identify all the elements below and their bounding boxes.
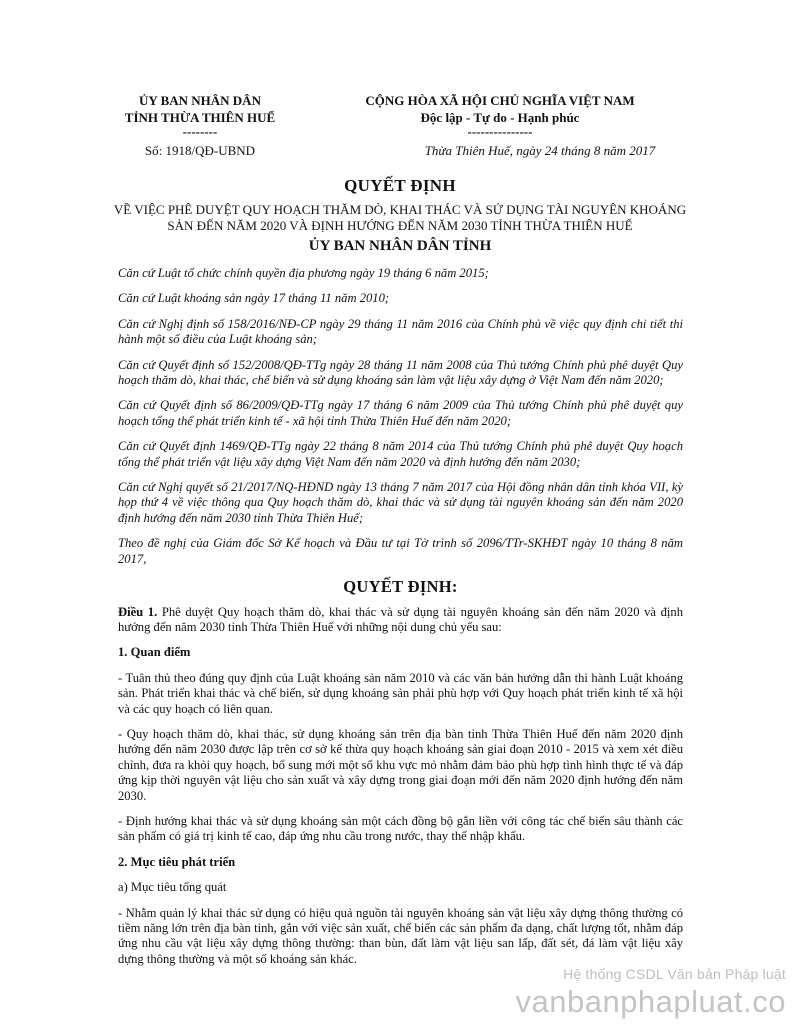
legal-basis-item: Căn cứ Nghị quyết số 21/2017/NQ-HĐND ngày 13 tháng 7 năm 2017 của Hội đồng nhân dân tỉnh khóa VII, kỳ họp thứ 4 về việc thông qua Quy hoạch thăm dò, khai thác và sử dụng tài nguyên khoáng sản đến năm 2020 định hướng đến năm 2030 tỉnh Thừa Thiên Huế; — [118, 480, 683, 525]
issuer-line2: TỈNH THỪA THIÊN HUẾ — [124, 110, 276, 125]
legal-basis-item: Căn cứ Quyết định số 86/2009/QĐ-TTg ngày 17 tháng 6 năm 2009 của Thủ tướng Chính phủ phê duyệt quy hoạch tổng thể phát triển kinh tế - xã hội tỉnh Thừa Thiên Huế đến năm 2020; — [118, 398, 683, 428]
decision-heading: QUYẾT ĐỊNH: — [343, 577, 458, 597]
national-motto-block — [330, 92, 670, 159]
motto-divider: --------------- — [467, 124, 533, 139]
national-motto: Độc lập - Tự do - Hạnh phúc — [420, 110, 580, 125]
document-body — [118, 266, 683, 977]
watermark-domain: vanbanphapluat.co — [515, 984, 786, 1019]
issuer-line1: ỦY BAN NHÂN DÂN — [139, 93, 261, 108]
document-number: Số: 1918/QĐ-UBND — [144, 143, 256, 158]
legal-basis-item: Theo đề nghị của Giám đốc Sở Kế hoạch và Đầu tư tại Tờ trình số 2096/TTr-SKHĐT ngày 10 tháng 8 năm 2017, — [118, 536, 683, 566]
document-title: QUYẾT ĐỊNH — [344, 176, 456, 195]
issuer-divider: -------- — [182, 124, 218, 139]
section-1-item: - Định hướng khai thác và sử dụng khoáng sản một cách đồng bộ gắn liền với công tác chế biến sâu thành các sản phẩm có giá trị kinh tế cao, đáp ứng nhu cầu trong nước, thay thế nhập khẩu. — [118, 813, 683, 844]
section-1-item: - Tuân thủ theo đúng quy định của Luật khoáng sản năm 2010 và các văn bản hướng dẫn thi hành Luật khoáng sản. Phát triển khai thác và chế biến, sử dụng khoáng sản phải phù hợp với Quy hoạch phát triển kinh tế xã hội và các quy hoạch có liên quan. — [118, 670, 683, 716]
section-1-item: - Quy hoạch thăm dò, khai thác, sử dụng khoáng sản trên địa bàn tỉnh Thừa Thiên Huế đến năm 2020 định hướng đến năm 2030 được lập trên cơ sở kế thừa quy hoạch khoáng sản giai đoạn 2010 - 2015 và xem xét điều chỉnh, đưa ra khỏi quy hoạch, bổ sung mới một số khu vực mỏ nhằm đảm bảo phù hợp tình hình thực tế và đáp ứng kịp thời nguyên vật liệu cho sản xuất và xây dựng trong giai đoạn mới đến năm 2020 định hướng đến năm 2030. — [118, 726, 683, 803]
section-1-heading: 1. Quan điểm — [118, 645, 191, 660]
legal-basis-item: Căn cứ Luật khoáng sản ngày 17 tháng 11 năm 2010; — [118, 291, 390, 306]
watermark-caption: Hệ thống CSDL Văn bản Pháp luật — [563, 966, 786, 982]
legal-basis-item: Căn cứ Quyết định 1469/QĐ-TTg ngày 22 tháng 8 năm 2014 của Thủ tướng Chính phủ phê duyệt Quy hoạch tổng thể phát triển vật liệu xây dựng Việt Nam đến năm 2020 và định hướng đến năm 2030; — [118, 439, 683, 469]
legal-basis-item: Căn cứ Nghị định số 158/2016/NĐ-CP ngày 29 tháng 11 năm 2016 của Chính phủ về việc quy định chi tiết thi hành một số điều của Luật khoáng sản; — [118, 316, 683, 347]
section-2-heading: 2. Mục tiêu phát triển — [118, 854, 236, 869]
country-name: CỘNG HÒA XÃ HỘI CHỦ NGHĨA VIỆT NAM — [365, 93, 635, 108]
article-1 — [118, 605, 683, 636]
legal-basis-item: Căn cứ Quyết định số 152/2008/QĐ-TTg ngày 28 tháng 11 năm 2008 của Thủ tướng Chính phủ phê duyệt Quy hoạch thăm dò, khai thác, chế biến và sử dụng khoáng sản làm vật liệu xây dựng ở Việt Nam đến năm 2020; — [118, 357, 683, 388]
section-2-subheading: a) Mục tiêu tổng quát — [118, 880, 227, 895]
article-1-text: Phê duyệt Quy hoạch thăm dò, khai thác và sử dụng tài nguyên khoáng sản đến năm 2020 và định hướng đến năm 2030 tỉnh Thừa Thiên Huế với những nội dung chủ yếu sau: — [118, 604, 683, 634]
site-watermark — [515, 966, 786, 1020]
article-1-label: Điều 1. — [118, 604, 158, 619]
section-2-item: - Nhằm quản lý khai thác sử dụng có hiệu quả nguồn tài nguyên khoáng sản vật liệu xây dựng thông thường có tiềm năng lớn trên địa bàn tỉnh, gắn với việc sản xuất, chế biến các sản phẩm đa dạng, chất lượng tốt, nhằm đáp ứng nhu cầu vật liệu xây dựng thông thường: than bùn, đất làm vật liệu san lấp, đất sét, đá làm vật liệu xây dựng thông thường và một số khoáng sản khác. — [118, 905, 683, 966]
issuer-block — [100, 92, 300, 159]
issue-date: Thừa Thiên Huế, ngày 24 tháng 8 năm 2017 — [424, 143, 656, 158]
council-name: ỦY BAN NHÂN DÂN TỈNH — [308, 238, 492, 254]
legal-basis-item: Căn cứ Luật tổ chức chính quyền địa phương ngày 19 tháng 6 năm 2015; — [118, 266, 489, 280]
document-subtitle: VỀ VIỆC PHÊ DUYỆT QUY HOẠCH THĂM DÒ, KHAI THÁC VÀ SỬ DỤNG TÀI NGUYÊN KHOÁNG SẢN ĐẾN NĂM 2020 VÀ ĐỊNH HƯỚNG ĐẾN NĂM 2030 TỈNH THỪA THIÊN HUẾ — [113, 202, 687, 233]
